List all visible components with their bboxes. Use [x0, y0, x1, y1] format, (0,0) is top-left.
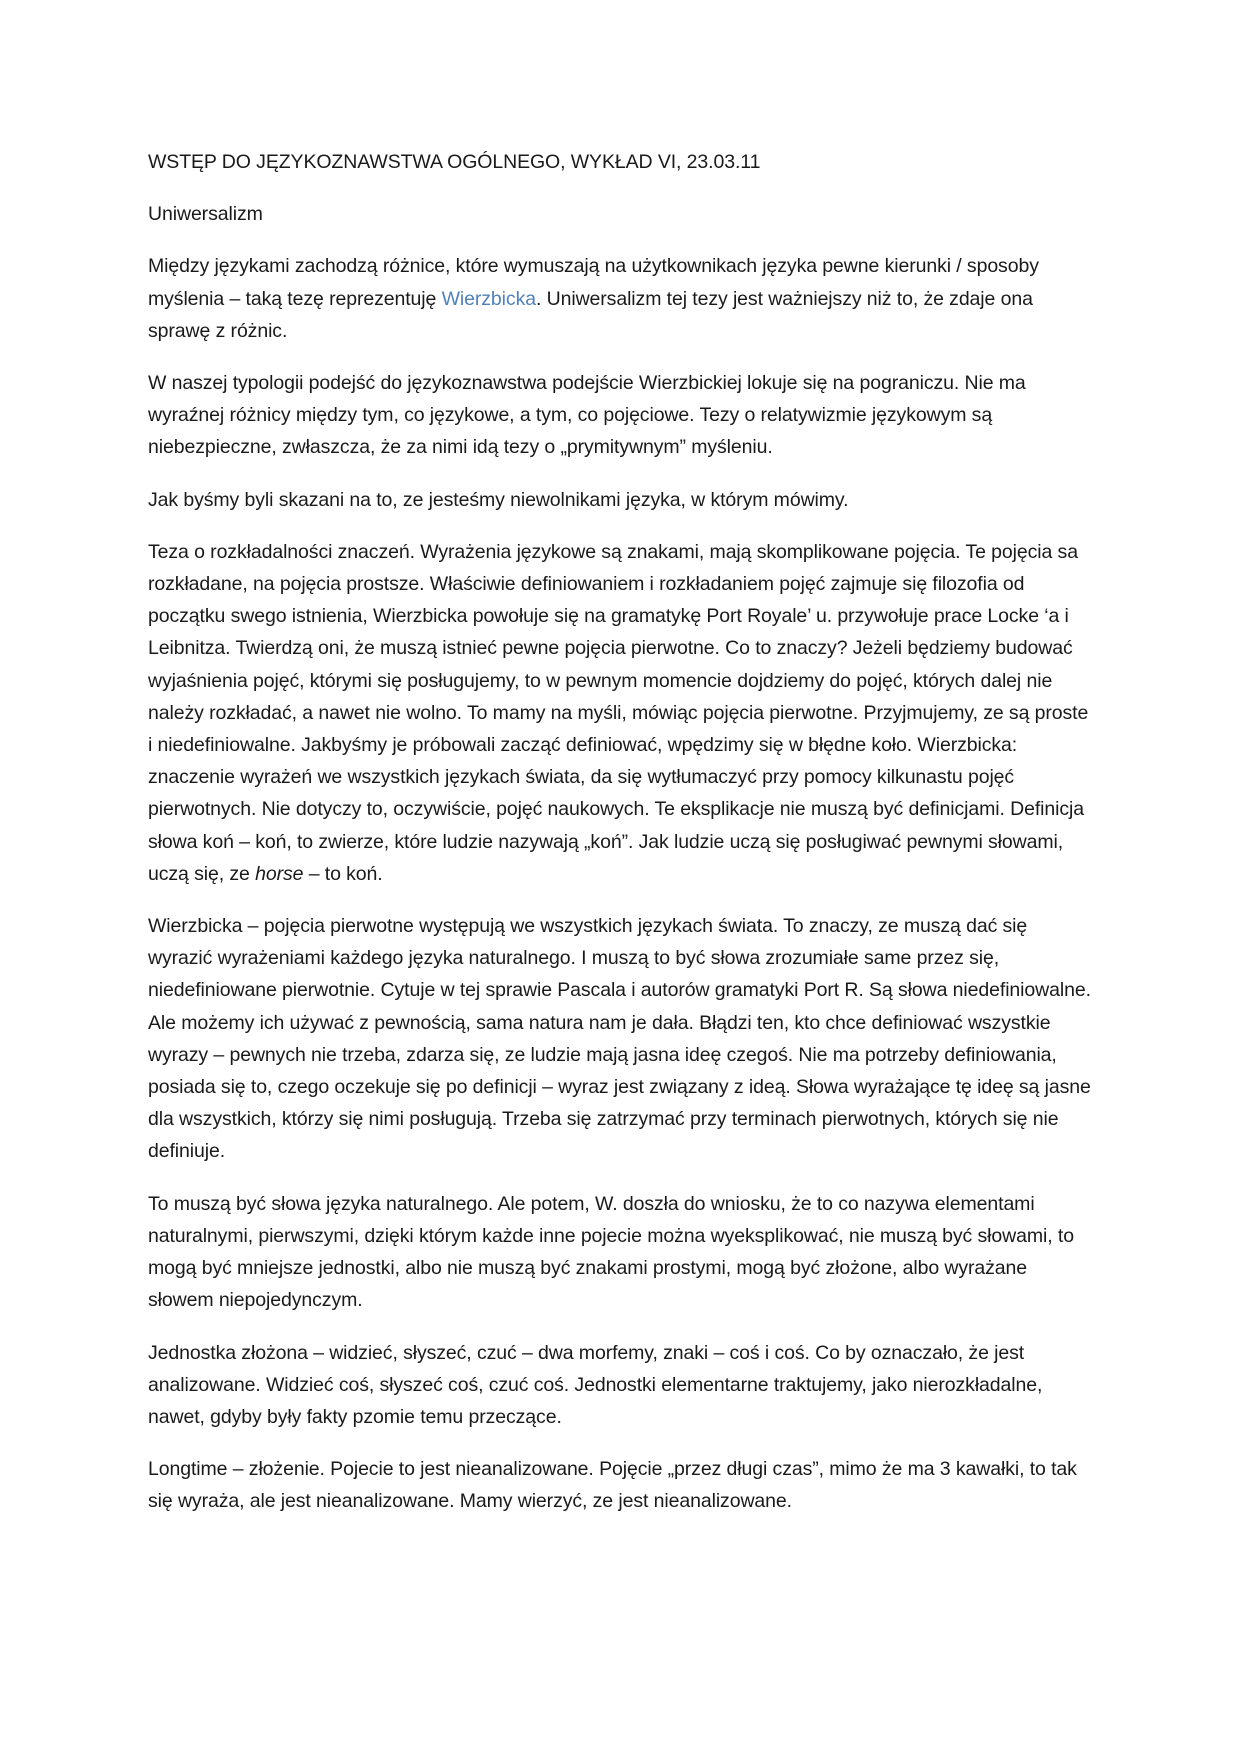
paragraph-1-text-after: . Uniwersalizm tej tezy jest ważniejszy niż to, że zdaje ona sprawę z różnic. [148, 287, 1033, 342]
section-heading: Uniwersalizm [148, 203, 263, 226]
paragraph-4-text-before: Teza o rozkładalności znaczeń. Wyrażenia językowe są znakami, mają skomplikowane pojęcia. Te pojęcia sa rozkładane, na pojęcia prostsze. Właściwie definiowaniem i rozkładaniem pojęć zajmuje się filozofia od początku swego istnienia, Wierzbicka powołuje się na gramatykę Port Royale’ u. przywołuje prace Locke ‘a i Leibnitza. Twierdzą oni, że muszą istnieć pewne pojęcia pierwotne. Co to znaczy? Jeżeli będziemy budować wyjaśnienia pojęć, którymi się posługujemy, to w pewnym momencie dojdziemy do pojęć, których dalej nie należy rozkładać, a nawet nie wolno. To mamy na myśli, mówiąc pojęcia pierwotne. Przyjmujemy, ze są proste i niedefiniowalne. Jakbyśmy je próbowali zacząć definiować, wpędzimy się w błędne koło. Wierzbicka: znaczenie wyrażeń we wszystkich językach świata, da się wytłumaczyć przy pomocy kilkunastu pojęć pierwotnych. Nie dotyczy to, oczywiście, pojęć naukowych. Te eksplikacje nie muszą być definicjami. Definicja słowa koń – koń, to zwierze, które ludzie nazywają „koń”. Jak ludzie uczą się posługiwać pewnymi słowami, uczą się, ze [148, 540, 1089, 885]
paragraph-7: Jednostka złożona – widzieć, słyszeć, czuć – dwa morfemy, znaki – coś i coś. Co by oznaczało, że jest analizowane. Widzieć coś, słyszeć coś, czuć coś. Jednostki elementarne traktujemy, jako nierozkładalne, nawet, gdyby były fakty pzomie temu przeczące. [148, 1341, 1043, 1428]
paragraph-3: Jak byśmy byli skazani na to, ze jesteśmy niewolnikami języka, w którym mówimy. [148, 488, 849, 511]
paragraph-5: Wierzbicka – pojęcia pierwotne występują we wszystkich językach świata. To znaczy, ze muszą dać się wyrazić wyrażeniami każdego języka naturalnego. I muszą to być słowa zrozumiałe same przez się, niedefiniowane pierwotnie. Cytuje w tej sprawie Pascala i autorów gramatyki Port R. Są słowa niedefiniowalne. Ale możemy ich używać z pewnością, sama natura nam je dała. Błądzi ten, kto chce definiować wszystkie wyrazy – pewnych nie trzeba, zdarza się, ze ludzie mają jasna ideę czegoś. Nie ma potrzeby definiowania, posiada się to, czego oczekuje się po definicji – wyraz jest związany z ideą. Słowa wyrażające tę ideę są jasne dla wszystkich, którzy się nimi posługują. Trzeba się zatrzymać przy terminach pierwotnych, których się nie definiuje. [148, 915, 1091, 1163]
document-page [148, 146, 1092, 1538]
paragraph-1-text-before: Między językami zachodzą różnice, które wymuszają na użytkownikach języka pewne kierunki / sposoby myślenia – taką tezę reprezentuję [148, 255, 1039, 310]
wierzbicka-link[interactable]: Wierzbicka [441, 287, 536, 310]
paragraph-1 [148, 250, 1092, 347]
paragraph-4 [148, 536, 1092, 890]
paragraph-8: Longtime – złożenie. Pojecie to jest nieanalizowane. Pojęcie „przez długi czas”, mimo że ma 3 kawałki, to tak się wyraża, ale jest nieanalizowane. Mamy wierzyć, ze jest nieanalizowane. [148, 1458, 1077, 1513]
paragraph-4-text-after: – to koń. [303, 862, 383, 885]
paragraph-6: To muszą być słowa języka naturalnego. Ale potem, W. doszła do wniosku, że to co nazywa elementami naturalnymi, pierwszymi, dzięki którym każde inne pojecie można wyeksplikować, nie muszą być słowami, to mogą być mniejsze jednostki, albo nie muszą być znakami prostymi, mogą być złożone, albo wyrażane słowem niepojedynczym. [148, 1192, 1074, 1312]
italic-term: horse [255, 862, 304, 885]
paragraph-2: W naszej typologii podejść do językoznawstwa podejście Wierzbickiej lokuje się na pograniczu. Nie ma wyraźnej różnicy między tym, co językowe, a tym, co pojęciowe. Tezy o relatywizmie językowym są niebezpieczne, zwłaszcza, że za nimi idą tezy o „prymitywnym” myśleniu. [148, 372, 1026, 459]
document-title: WSTĘP DO JĘZYKOZNAWSTWA OGÓLNEGO, WYKŁAD VI, 23.03.11 [148, 151, 761, 173]
